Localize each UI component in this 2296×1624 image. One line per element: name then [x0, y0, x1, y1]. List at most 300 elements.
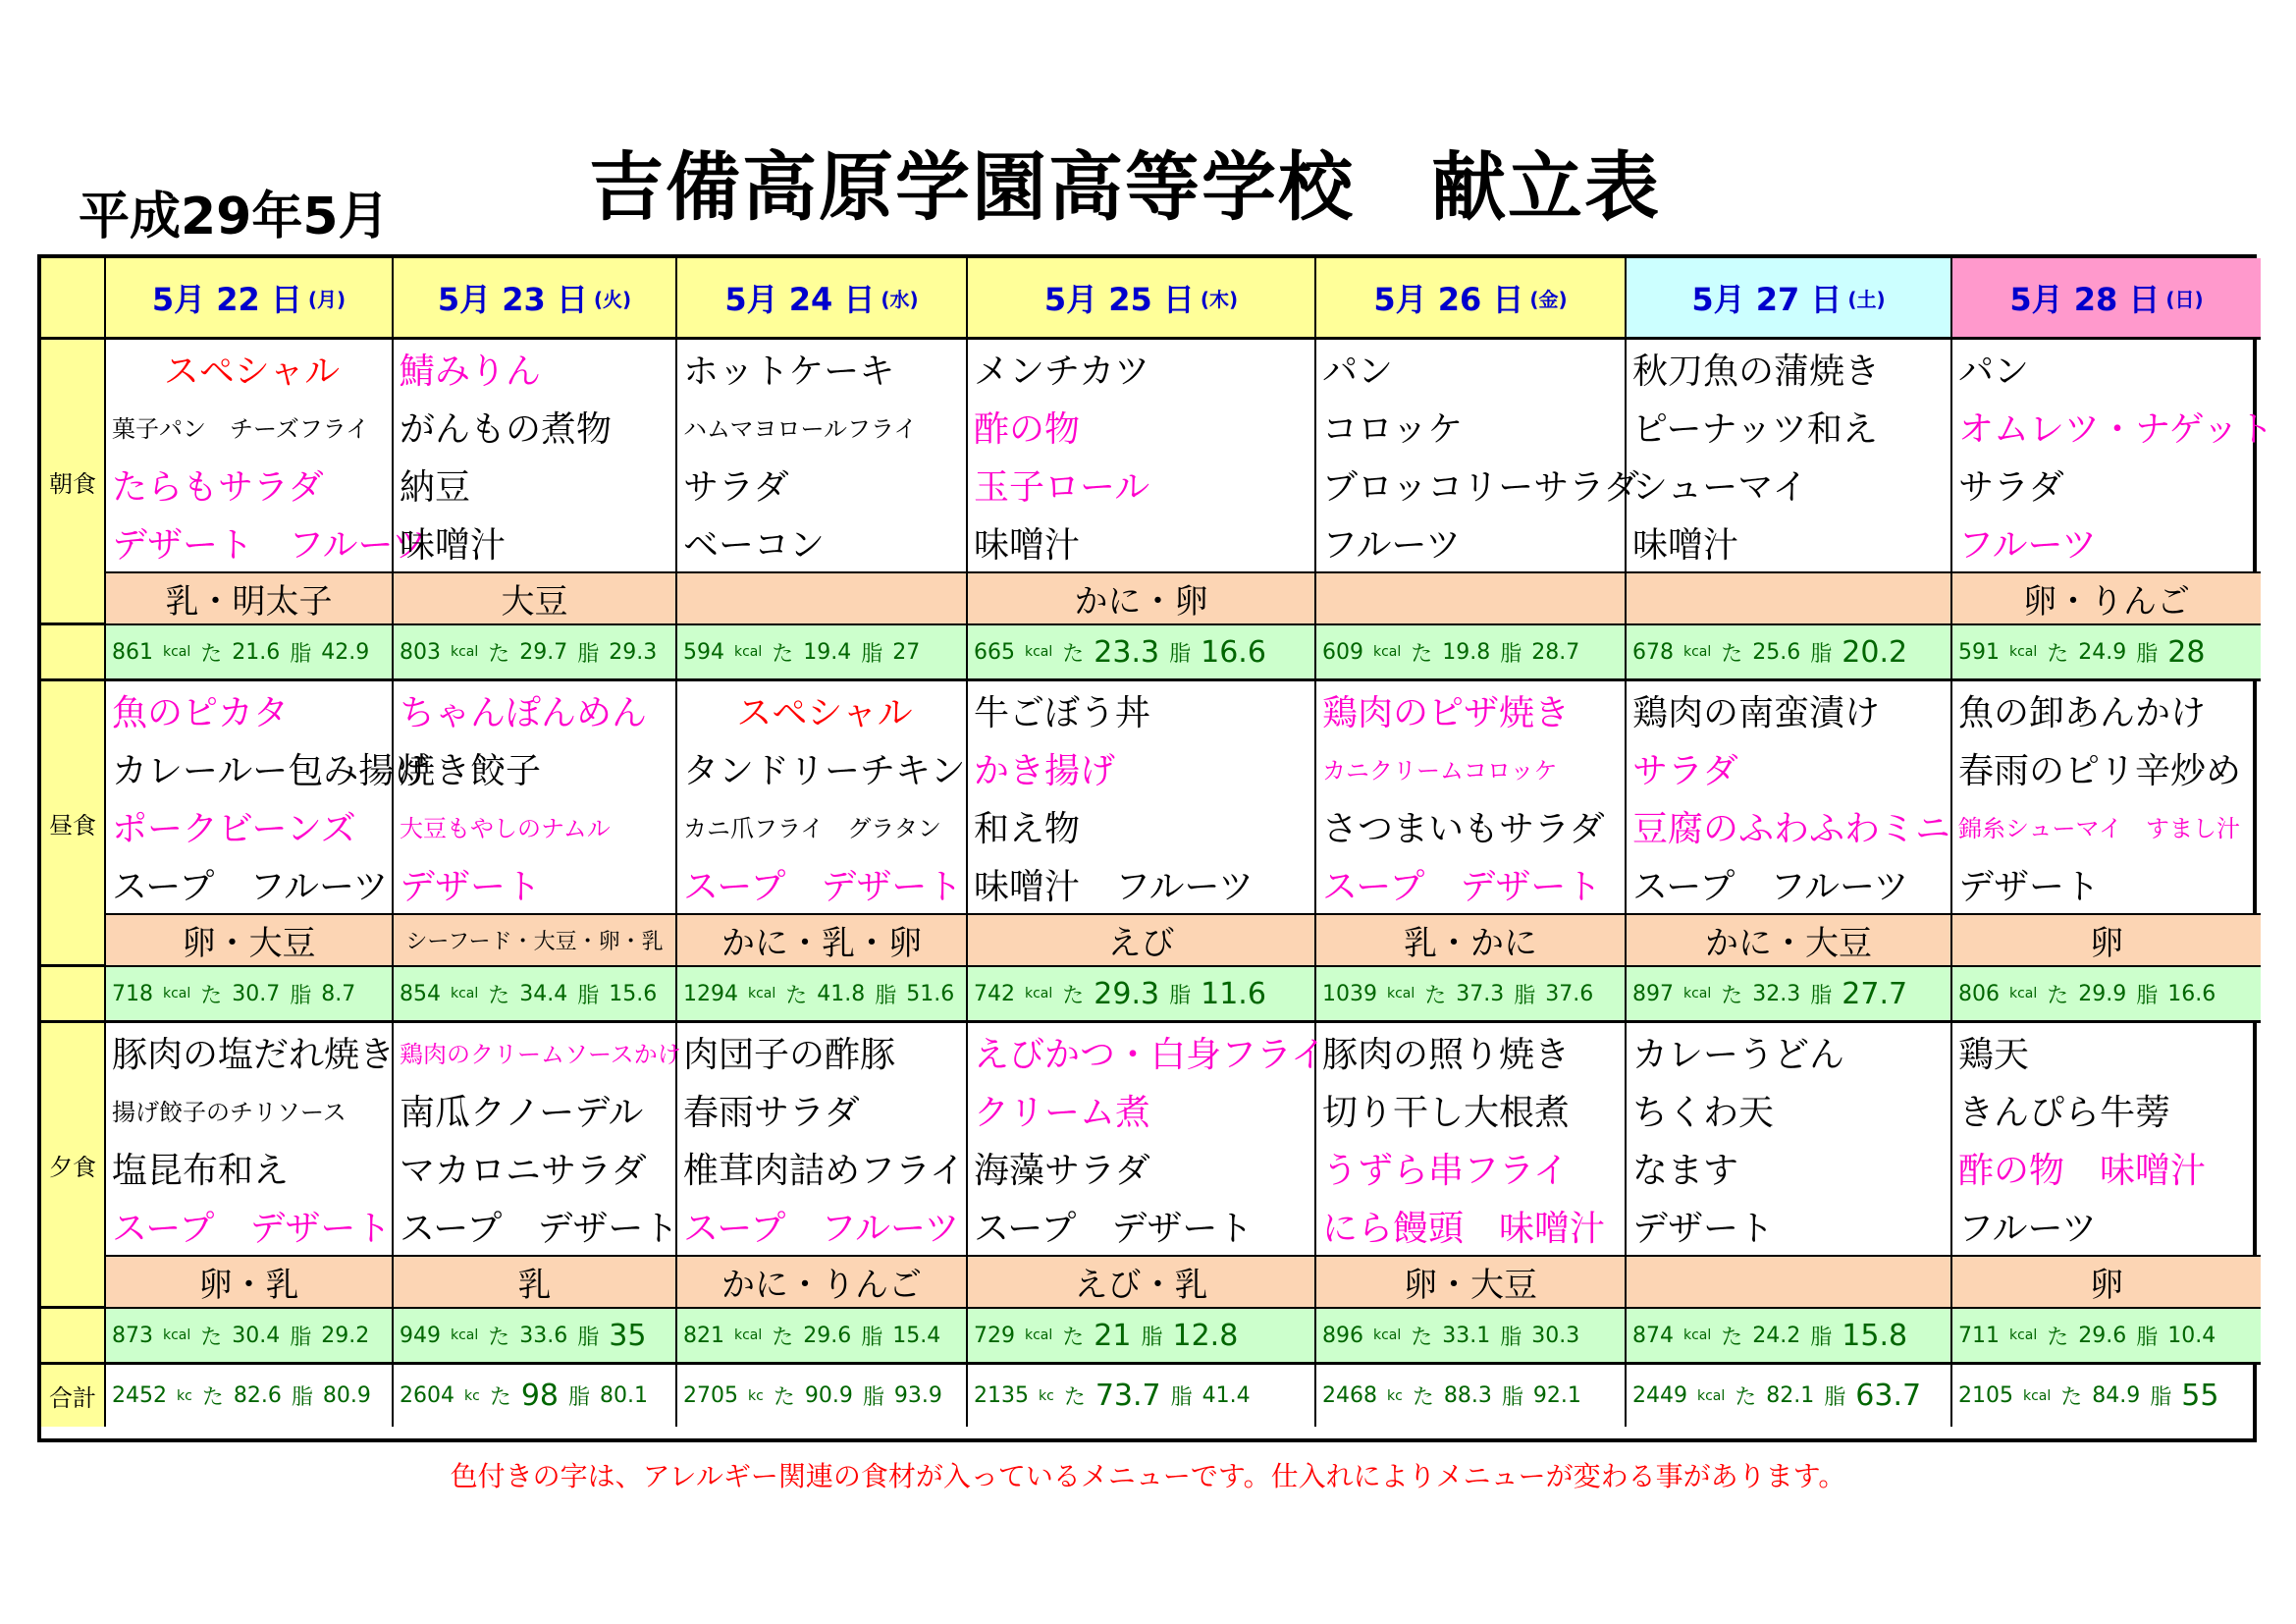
menu-item: スープ フルーツ — [106, 855, 394, 913]
kcal-unit: kcal — [163, 644, 191, 660]
fat-label: 脂 — [862, 1385, 884, 1410]
kcal-unit: kcal — [1683, 1327, 1712, 1343]
fat-value: 16.6 — [2167, 981, 2216, 1006]
fat-label: 脂 — [1810, 641, 1833, 667]
menu-item: 味噌汁 — [968, 514, 1316, 571]
day-header-1 — [106, 258, 394, 340]
menu-item: ちくわ天 — [1627, 1081, 1952, 1139]
nutrition-cell — [968, 967, 1316, 1023]
menu-item: フルーツ — [1958, 1209, 2098, 1249]
menu-item: 鯖みりん — [394, 340, 677, 398]
kcal-unit: kc — [464, 1387, 480, 1404]
fat-value: 15.8 — [1842, 1318, 1908, 1353]
nutrition-cell — [677, 625, 968, 681]
kcal-unit: kcal — [163, 986, 191, 1001]
day-of-week: (火) — [593, 287, 632, 311]
kcal-unit: kcal — [748, 986, 776, 1001]
allergen-cell: 卵・乳 — [106, 1255, 394, 1309]
protein-label: た — [772, 641, 794, 667]
menu-item: 春雨のピリ辛炒め — [1958, 751, 2242, 791]
kcal-value: 806 — [1958, 981, 2000, 1006]
menu-item: デザート — [1627, 1197, 1952, 1255]
protein-value: 82.1 — [1766, 1383, 1815, 1408]
menu-item: うずら串フライ — [1316, 1139, 1627, 1197]
fat-value: 51.6 — [906, 981, 955, 1006]
fat-value: 15.4 — [892, 1323, 941, 1348]
menu-item: かき揚げ — [968, 739, 1316, 797]
fat-label: 脂 — [1141, 1325, 1163, 1350]
fat-label: 脂 — [577, 983, 600, 1008]
total-label: 合計 — [41, 1365, 106, 1427]
menu-item: スペシャル — [106, 340, 394, 398]
fat-value: 11.6 — [1201, 976, 1266, 1011]
allergen-cell: えび — [968, 913, 1316, 967]
protein-label: た — [2047, 1325, 2069, 1350]
protein-value: 88.3 — [1443, 1383, 1492, 1408]
menu-item: スープ デザート — [968, 1197, 1316, 1255]
protein-label: た — [489, 1385, 511, 1410]
nutrition-cell — [1627, 1309, 1952, 1365]
day-of-week: (月) — [307, 287, 347, 311]
protein-label: た — [2047, 983, 2069, 1008]
allergen-cell: 大豆 — [394, 571, 677, 625]
kcal-value: 594 — [683, 639, 724, 665]
meal-label-1: 朝食 — [41, 340, 106, 625]
nutrition-cell — [1627, 625, 1952, 681]
header-corner — [41, 258, 106, 340]
kcal-unit: kcal — [1373, 1327, 1402, 1343]
protein-value: 73.7 — [1095, 1379, 1161, 1413]
menu-item: 魚の卸あんかけ — [1958, 693, 2207, 733]
kcal-unit: kc — [748, 1387, 764, 1404]
fat-label: 脂 — [1810, 1325, 1833, 1350]
menu-item: 豚肉の塩だれ焼き — [106, 1023, 394, 1081]
day-date: 5月 23 日 — [437, 281, 588, 318]
total-cell — [106, 1365, 394, 1427]
menu-item: ベーコン — [677, 514, 968, 571]
kcal-unit: kcal — [1025, 986, 1053, 1001]
kcal-unit: kcal — [2009, 986, 2038, 1001]
menu-item: 揚げ餃子のチリソース — [106, 1081, 394, 1139]
protein-value: 23.3 — [1094, 634, 1160, 670]
allergen-cell: 乳・かに — [1316, 913, 1627, 967]
total-cell — [1627, 1365, 1952, 1427]
protein-label: た — [200, 1325, 223, 1350]
fat-label: 脂 — [1500, 1325, 1522, 1350]
nutrition-cell — [394, 967, 677, 1023]
menu-item: 鶏肉の南蛮漬け — [1627, 681, 1952, 739]
day-header-4 — [968, 258, 1316, 340]
total-cell — [968, 1365, 1316, 1427]
menu-item: カレーうどん — [1627, 1023, 1952, 1081]
fat-value: 27.7 — [1842, 976, 1908, 1011]
day-of-week: (日) — [2165, 287, 2204, 311]
kcal-value: 742 — [974, 981, 1015, 1006]
fat-value: 41.4 — [1201, 1383, 1251, 1408]
kcal-value: 2468 — [1322, 1383, 1377, 1408]
allergen-cell: かに・卵 — [968, 571, 1316, 625]
protein-value: 32.3 — [1752, 981, 1801, 1006]
page-title: 吉備高原学園高等学校 献立表 — [589, 143, 1661, 231]
nutrition-cell — [1316, 625, 1627, 681]
menu-item: ホットケーキ — [677, 340, 968, 398]
kcal-unit: kcal — [163, 1327, 191, 1343]
menu-item: マカロニサラダ — [394, 1139, 677, 1197]
day-date: 5月 28 日 — [2009, 281, 2161, 318]
protein-label: た — [2047, 641, 2069, 667]
menu-item: カレールー包み揚げ — [106, 739, 394, 797]
protein-label: た — [488, 983, 510, 1008]
kcal-value: 678 — [1632, 639, 1674, 665]
kcal-value: 896 — [1322, 1323, 1363, 1348]
fat-label: 脂 — [1170, 1385, 1193, 1410]
day-date: 5月 25 日 — [1043, 281, 1195, 318]
menu-item: スープ フルーツ — [1627, 855, 1952, 913]
allergy-footnote: 色付きの字は、アレルギー関連の食材が入っているメニューです。仕入れによりメニューが変わる事があります。 — [450, 1460, 1846, 1492]
kcal-unit: kcal — [451, 1327, 479, 1343]
allergen-cell: えび・乳 — [968, 1255, 1316, 1309]
menu-item: 菓子パン チーズフライ — [106, 398, 394, 456]
menu-item: フルーツ — [1958, 525, 2098, 566]
total-cell — [1952, 1365, 2261, 1427]
menu-item: 味噌汁 — [1627, 514, 1952, 571]
menu-item: きんぴら牛蒡 — [1958, 1093, 2171, 1133]
allergen-cell — [1627, 571, 1952, 625]
kcal-unit: kcal — [1025, 1327, 1053, 1343]
menu-item: 椎茸肉詰めフライ — [677, 1139, 968, 1197]
fat-label: 脂 — [2136, 641, 2159, 667]
fat-label: 脂 — [1501, 1385, 1523, 1410]
fat-value: 63.7 — [1855, 1379, 1922, 1413]
protein-label: た — [200, 641, 223, 667]
protein-value: 29.6 — [803, 1323, 852, 1348]
fat-value: 80.9 — [322, 1383, 371, 1408]
menu-item: 大豆もやしのナムル — [394, 797, 677, 855]
menu-item: 酢の物 味噌汁 — [1958, 1151, 2207, 1191]
menu-item: サラダ — [1958, 467, 2064, 508]
menu-item: がんもの煮物 — [394, 398, 677, 456]
day-date: 5月 26 日 — [1373, 281, 1524, 318]
protein-label: た — [1063, 1385, 1086, 1410]
fat-value: 10.4 — [2167, 1323, 2216, 1348]
kcal-unit: kcal — [2009, 644, 2038, 660]
nutrition-cell — [106, 625, 394, 681]
allergen-cell: かに・りんご — [677, 1255, 968, 1309]
menu-item: 豚肉の照り焼き — [1316, 1023, 1627, 1081]
kcal-unit: kcal — [2023, 1387, 2052, 1404]
menu-item: にら饅頭 味噌汁 — [1316, 1197, 1627, 1255]
menu-item: ハムマヨロールフライ — [677, 398, 968, 456]
fat-value: 80.1 — [600, 1383, 649, 1408]
nutrition-cell — [677, 967, 968, 1023]
day-of-week: (土) — [1847, 287, 1886, 311]
protein-label: た — [201, 1385, 224, 1410]
protein-label: た — [488, 1325, 510, 1350]
kcal-unit: kcal — [1387, 986, 1415, 1001]
kcal-value: 2449 — [1632, 1383, 1687, 1408]
menu-item: デザート — [1958, 867, 2101, 907]
menu-item: カニ爪フライ グラタン — [677, 797, 968, 855]
fat-label: 脂 — [290, 641, 312, 667]
protein-label: た — [200, 983, 223, 1008]
allergen-cell — [1316, 571, 1627, 625]
meal-label-2: 昼食 — [41, 681, 106, 967]
fat-value: 37.6 — [1545, 981, 1594, 1006]
menu-item: 鶏肉のピザ焼き — [1316, 681, 1627, 739]
menu-item: 玉子ロール — [968, 456, 1316, 514]
day-date: 5月 22 日 — [151, 281, 302, 318]
day-header-7 — [1952, 258, 2261, 340]
menu-item: コロッケ — [1316, 398, 1627, 456]
kcal-value: 1294 — [683, 981, 738, 1006]
menu-item: スープ フルーツ — [677, 1197, 968, 1255]
menu-item: オムレツ・ナゲット — [1958, 409, 2274, 450]
menu-item: パン — [1316, 340, 1627, 398]
menu-item: カニクリームコロッケ — [1316, 739, 1627, 797]
protein-value: 19.8 — [1442, 639, 1491, 665]
fat-label: 脂 — [1514, 983, 1536, 1008]
nutrition-cell — [394, 625, 677, 681]
nutrition-cell — [1316, 1309, 1627, 1365]
protein-label: た — [1062, 1325, 1085, 1350]
day-header-6 — [1627, 258, 1952, 340]
menu-item: スペシャル — [677, 681, 968, 739]
kcal-value: 2452 — [112, 1383, 167, 1408]
protein-value: 98 — [520, 1379, 560, 1413]
fat-label: 脂 — [1810, 983, 1833, 1008]
menu-item: スープ デザート — [106, 1197, 394, 1255]
menu-item: 秋刀魚の蒲焼き — [1627, 340, 1952, 398]
protein-value: 90.9 — [804, 1383, 853, 1408]
protein-label: た — [2060, 1385, 2083, 1410]
day-header-2 — [394, 258, 677, 340]
menu-item: ちゃんぽんめん — [394, 681, 677, 739]
nutrition-cell — [1316, 967, 1627, 1023]
allergen-cell: 卵・大豆 — [1316, 1255, 1627, 1309]
kcal-value: 591 — [1958, 639, 2000, 665]
nutrition-cell — [394, 1309, 677, 1365]
day-header-3 — [677, 258, 968, 340]
era-month-label: 平成29年5月 — [79, 188, 390, 246]
menu-item: 豆腐のふわふわミニ — [1627, 797, 1952, 855]
fat-label: 脂 — [577, 1325, 600, 1350]
menu-item: クリーム煮 — [968, 1081, 1316, 1139]
total-cell — [394, 1365, 677, 1427]
protein-value: 30.7 — [232, 981, 281, 1006]
menu-item: 牛ごぼう丼 — [968, 681, 1316, 739]
allergen-cell: 卵 — [1952, 913, 2261, 967]
protein-label: た — [1721, 983, 1743, 1008]
total-cell — [677, 1365, 968, 1427]
menu-item: 切り干し大根煮 — [1316, 1081, 1627, 1139]
fat-label: 脂 — [1824, 1385, 1846, 1410]
protein-value: 34.4 — [519, 981, 568, 1006]
menu-item: タンドリーチキン — [677, 739, 968, 797]
protein-label: た — [1062, 641, 1085, 667]
fat-label: 脂 — [1169, 983, 1192, 1008]
allergen-cell — [1627, 1255, 1952, 1309]
kcal-value: 873 — [112, 1323, 153, 1348]
fat-value: 8.7 — [321, 981, 356, 1006]
protein-label: た — [488, 641, 510, 667]
menu-item: メンチカツ — [968, 340, 1316, 398]
fat-value: 55 — [2181, 1379, 2219, 1413]
allergen-cell: 乳・明太子 — [106, 571, 394, 625]
kcal-unit: kcal — [1683, 986, 1712, 1001]
fat-value: 42.9 — [321, 639, 370, 665]
fat-value: 35 — [609, 1318, 647, 1353]
kcal-unit: kcal — [451, 986, 479, 1001]
day-of-week: (金) — [1529, 287, 1568, 311]
day-of-week: (水) — [881, 287, 919, 311]
fat-value: 27 — [892, 639, 921, 665]
fat-label: 脂 — [861, 641, 883, 667]
meal-label-3: 夕食 — [41, 1023, 106, 1309]
protein-value: 29.7 — [519, 639, 568, 665]
protein-value: 19.4 — [803, 639, 852, 665]
fat-label: 脂 — [861, 1325, 883, 1350]
protein-value: 29.6 — [2078, 1323, 2127, 1348]
kcal-value: 854 — [400, 981, 441, 1006]
kcal-unit: kc — [177, 1387, 192, 1404]
protein-label: た — [1062, 983, 1085, 1008]
fat-label: 脂 — [577, 641, 600, 667]
day-header-5 — [1316, 258, 1627, 340]
protein-value: 41.8 — [817, 981, 866, 1006]
nutrition-row-label — [41, 625, 106, 681]
menu-item: 塩昆布和え — [106, 1139, 394, 1197]
protein-label: た — [1735, 1385, 1757, 1410]
protein-value: 37.3 — [1456, 981, 1505, 1006]
kcal-value: 803 — [400, 639, 441, 665]
menu-item: さつまいもサラダ — [1316, 797, 1627, 855]
allergen-cell: 卵・大豆 — [106, 913, 394, 967]
menu-item: スープ デザート — [677, 855, 968, 913]
kcal-unit: kcal — [1373, 644, 1402, 660]
fat-label: 脂 — [291, 1385, 313, 1410]
allergen-cell: 卵・りんご — [1952, 571, 2261, 625]
kcal-value: 665 — [974, 639, 1015, 665]
fat-label: 脂 — [1169, 641, 1192, 667]
day-date: 5月 24 日 — [724, 281, 876, 318]
menu-item: デザート — [394, 855, 677, 913]
menu-item: 焼き餃子 — [394, 739, 677, 797]
kcal-unit: kc — [1039, 1387, 1054, 1404]
nutrition-cell — [677, 1309, 968, 1365]
menu-item: たらもサラダ — [106, 456, 394, 514]
fat-value: 92.1 — [1532, 1383, 1581, 1408]
menu-item: 味噌汁 フルーツ — [968, 855, 1316, 913]
nutrition-row-label — [41, 1309, 106, 1365]
menu-item: サラダ — [677, 456, 968, 514]
fat-value: 15.6 — [609, 981, 658, 1006]
nutrition-cell — [106, 1309, 394, 1365]
menu-item: 鶏肉のクリームソースかけ — [394, 1023, 677, 1081]
kcal-unit: kcal — [734, 644, 763, 660]
fat-value: 93.9 — [893, 1383, 942, 1408]
menu-item: 納豆 — [394, 456, 677, 514]
fat-label: 脂 — [2150, 1385, 2172, 1410]
menu-item: 魚のピカタ — [106, 681, 394, 739]
allergen-cell: 卵 — [1952, 1255, 2261, 1309]
fat-label: 脂 — [568, 1385, 591, 1410]
menu-item: デザート フルーツ — [106, 514, 394, 571]
protein-label: た — [1424, 983, 1447, 1008]
protein-label: た — [1721, 641, 1743, 667]
protein-label: た — [1412, 1385, 1434, 1410]
menu-item: ブロッコリーサラダ — [1316, 456, 1627, 514]
menu-table — [37, 254, 2274, 1442]
kcal-value: 897 — [1632, 981, 1674, 1006]
fat-value: 29.2 — [321, 1323, 370, 1348]
menu-item: シューマイ — [1627, 456, 1952, 514]
menu-item: ポークビーンズ — [106, 797, 394, 855]
menu-item: 酢の物 — [968, 398, 1316, 456]
day-date: 5月 27 日 — [1691, 281, 1842, 318]
protein-value: 84.9 — [2092, 1383, 2141, 1408]
menu-item: 海藻サラダ — [968, 1139, 1316, 1197]
fat-value: 12.8 — [1172, 1318, 1239, 1353]
menu-item: ピーナッツ和え — [1627, 398, 1952, 456]
protein-value: 21 — [1094, 1318, 1132, 1353]
menu-item: スープ デザート — [1316, 855, 1627, 913]
menu-item: 和え物 — [968, 797, 1316, 855]
kcal-value: 2604 — [400, 1383, 454, 1408]
kcal-unit: kcal — [1025, 644, 1053, 660]
kcal-value: 2105 — [1958, 1383, 2013, 1408]
menu-item: 錦糸シューマイ すまし汁 — [1958, 815, 2241, 842]
protein-label: た — [1721, 1325, 1743, 1350]
fat-label: 脂 — [875, 983, 897, 1008]
kcal-value: 718 — [112, 981, 153, 1006]
kcal-value: 729 — [974, 1323, 1015, 1348]
kcal-unit: kcal — [1697, 1387, 1726, 1404]
kcal-unit: kcal — [734, 1327, 763, 1343]
protein-label: た — [785, 983, 808, 1008]
nutrition-cell — [968, 625, 1316, 681]
fat-value: 16.6 — [1201, 634, 1266, 670]
menu-item: 南瓜クノーデル — [394, 1081, 677, 1139]
protein-label: た — [772, 1325, 794, 1350]
fat-value: 29.3 — [609, 639, 658, 665]
menu-item: 味噌汁 — [394, 514, 677, 571]
protein-value: 29.9 — [2078, 981, 2127, 1006]
protein-value: 25.6 — [1752, 639, 1801, 665]
menu-item: えびかつ・白身フライ — [968, 1023, 1316, 1081]
protein-value: 33.1 — [1442, 1323, 1491, 1348]
kcal-unit: kc — [1387, 1387, 1403, 1404]
kcal-value: 861 — [112, 639, 153, 665]
kcal-unit: kcal — [451, 644, 479, 660]
allergen-cell — [677, 571, 968, 625]
fat-value: 20.2 — [1842, 634, 1908, 670]
protein-value: 24.2 — [1752, 1323, 1801, 1348]
day-of-week: (木) — [1200, 287, 1239, 311]
nutrition-cell — [1952, 1309, 2261, 1365]
kcal-value: 949 — [400, 1323, 441, 1348]
fat-value: 30.3 — [1531, 1323, 1580, 1348]
nutrition-cell — [1952, 625, 2261, 681]
protein-value: 33.6 — [519, 1323, 568, 1348]
protein-value: 82.6 — [233, 1383, 282, 1408]
kcal-value: 2135 — [974, 1383, 1029, 1408]
protein-label: た — [1411, 641, 1433, 667]
menu-item: サラダ — [1627, 739, 1952, 797]
protein-value: 30.4 — [232, 1323, 281, 1348]
fat-value: 28 — [2167, 634, 2206, 670]
kcal-value: 821 — [683, 1323, 724, 1348]
menu-item: フルーツ — [1316, 514, 1627, 571]
